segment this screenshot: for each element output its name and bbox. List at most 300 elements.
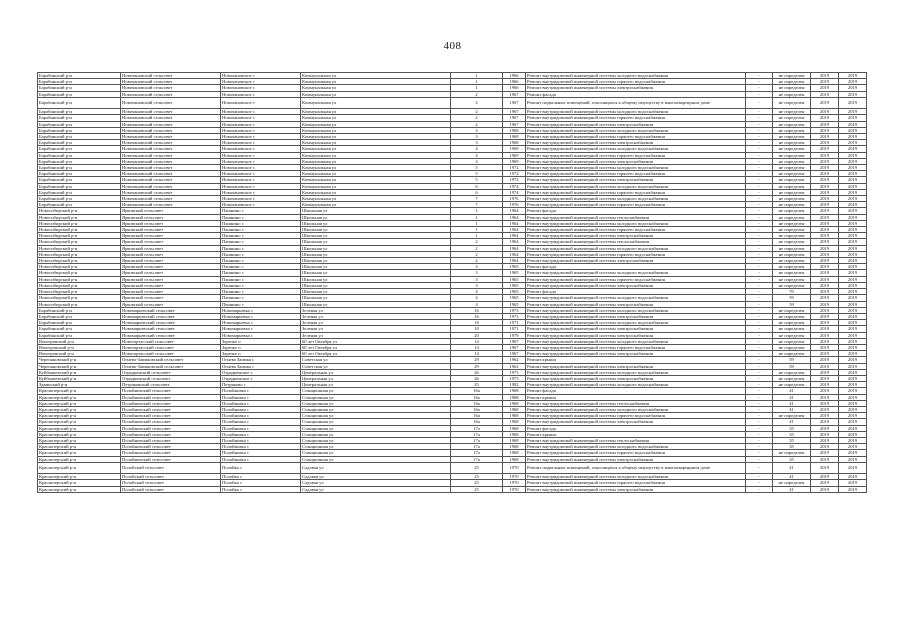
locality-cell: Пашнино с — [221, 233, 301, 239]
district-cell: Барабинский р-н — [38, 97, 121, 108]
cost-cell: не определен — [773, 276, 811, 282]
work-type-cell: Ремонт фасада — [526, 91, 746, 97]
settlement-cell: Полойновский сельсовет — [121, 431, 221, 437]
end-year-cell: 2019 — [839, 375, 867, 381]
build-year-cell: 1976 — [503, 202, 526, 208]
dash-cell: - — [746, 388, 773, 394]
build-year-cell: 1965 — [503, 301, 526, 307]
district-cell: Барабинский р-н — [38, 332, 121, 338]
end-year-cell: 2019 — [839, 456, 867, 462]
dash-cell: - — [746, 115, 773, 121]
locality-cell: Заречье п — [221, 338, 301, 344]
district-cell: Краснозерский р-н — [38, 444, 121, 450]
house-number-cell: 2 — [451, 115, 503, 121]
dash-cell: - — [746, 450, 773, 456]
district-cell: Венгеровский р-н — [38, 338, 121, 344]
district-cell: Краснозерский р-н — [38, 388, 121, 394]
locality-cell: Пашнино с — [221, 214, 301, 220]
build-year-cell: 1972 — [503, 165, 526, 171]
work-type-cell: Ремонт крыши — [526, 394, 746, 400]
work-type-cell: Ремонт внутридомовой инженерной системы теплоснабжения — [526, 239, 746, 245]
start-year-cell: 2019 — [811, 276, 839, 282]
settlement-cell: Полойский сельсовет — [121, 462, 221, 473]
street-cell: Школьная ул — [301, 208, 451, 214]
start-year-cell: 2019 — [811, 344, 839, 350]
locality-cell: Новочановское с — [221, 97, 301, 108]
build-year-cell: 1968 — [503, 400, 526, 406]
build-year-cell: 1964 — [503, 258, 526, 264]
street-cell: Коммунальная ул — [301, 189, 451, 195]
build-year-cell: 1968 — [503, 425, 526, 431]
start-year-cell: 2019 — [811, 189, 839, 195]
work-type-cell: Ремонт внутридомовой инженерной системы холодного водоснабжения — [526, 165, 746, 171]
house-number-cell: 14 — [451, 351, 503, 357]
build-year-cell: 1968 — [503, 437, 526, 443]
dash-cell: - — [746, 338, 773, 344]
street-cell: Коммунальная ул — [301, 121, 451, 127]
start-year-cell: 2019 — [811, 431, 839, 437]
settlement-cell: Полойский сельсовет — [121, 486, 221, 492]
start-year-cell: 2019 — [811, 270, 839, 276]
dash-cell: - — [746, 320, 773, 326]
build-year-cell: 1982 — [503, 382, 526, 388]
work-type-cell: Ремонт внутридомовой инженерной системы горячего водоснабжения — [526, 344, 746, 350]
build-year-cell: 1975 — [503, 369, 526, 375]
build-year-cell: 1975 — [503, 375, 526, 381]
district-cell: Барабинский р-н — [38, 109, 121, 115]
end-year-cell: 2019 — [839, 165, 867, 171]
settlement-cell: Ярковский сельсовет — [121, 245, 221, 251]
dash-cell: - — [746, 425, 773, 431]
cost-cell: не определен — [773, 258, 811, 264]
settlement-cell: Новочановский сельсовет — [121, 189, 221, 195]
cost-cell: не определен — [773, 313, 811, 319]
dash-cell: - — [746, 177, 773, 183]
work-type-cell: Ремонт внутридомовой инженерной системы горячего водоснабжения — [526, 480, 746, 486]
house-number-cell: 5 — [451, 165, 503, 171]
start-year-cell: 2019 — [811, 202, 839, 208]
start-year-cell: 2019 — [811, 177, 839, 183]
district-cell: Новосибирский р-н — [38, 239, 121, 245]
dash-cell: - — [746, 270, 773, 276]
district-cell: Новосибирский р-н — [38, 245, 121, 251]
start-year-cell: 2019 — [811, 351, 839, 357]
start-year-cell: 2019 — [811, 437, 839, 443]
end-year-cell: 2019 — [839, 320, 867, 326]
dash-cell: - — [746, 413, 773, 419]
start-year-cell: 2019 — [811, 85, 839, 91]
locality-cell: Полойновка с — [221, 394, 301, 400]
cost-cell: не определен — [773, 351, 811, 357]
district-cell: Барабинский р-н — [38, 320, 121, 326]
cost-cell: не определен — [773, 134, 811, 140]
build-year-cell: 1967 — [503, 109, 526, 115]
street-cell: Центральная ул — [301, 369, 451, 375]
locality-cell: Полойновка с — [221, 431, 301, 437]
street-cell: Садовая ул — [301, 480, 451, 486]
start-year-cell: 2019 — [811, 158, 839, 164]
locality-cell: Новомарьевка с — [221, 313, 301, 319]
house-number-cell: 7 — [451, 202, 503, 208]
work-type-cell: Ремонт внутридомовой инженерной системы холодного водоснабжения — [526, 307, 746, 313]
work-type-cell: Ремонт внутридомовой инженерной системы электроснабжения — [526, 258, 746, 264]
street-cell: 60 лет Октября ул — [301, 344, 451, 350]
cost-cell: 41 — [773, 474, 811, 480]
settlement-cell: Ярковский сельсовет — [121, 220, 221, 226]
cost-cell: 70 — [773, 289, 811, 295]
dash-cell: - — [746, 462, 773, 473]
street-cell: Садовая ул — [301, 462, 451, 473]
build-year-cell: 1966 — [503, 85, 526, 91]
district-cell: Черепановский р-н — [38, 357, 121, 363]
dash-cell: - — [746, 171, 773, 177]
build-year-cell: 1974 — [503, 183, 526, 189]
work-type-cell: Ремонт внутридомовой инженерной системы горячего водоснабжения — [526, 450, 746, 456]
end-year-cell: 2019 — [839, 258, 867, 264]
build-year-cell: 1968 — [503, 406, 526, 412]
dash-cell: - — [746, 233, 773, 239]
district-cell: Барабинский р-н — [38, 158, 121, 164]
street-cell: Коммунальная ул — [301, 171, 451, 177]
cost-cell: 35 — [773, 431, 811, 437]
street-cell: Станционная ул — [301, 388, 451, 394]
house-number-cell: 4 — [451, 289, 503, 295]
start-year-cell: 2019 — [811, 152, 839, 158]
locality-cell: Новочановское с — [221, 91, 301, 97]
cost-cell: 35 — [773, 456, 811, 462]
build-year-cell: 1965 — [503, 282, 526, 288]
work-type-cell: Ремонт крыши — [526, 357, 746, 363]
settlement-cell: Новочановский сельсовет — [121, 109, 221, 115]
work-type-cell: Ремонт крыши — [526, 431, 746, 437]
build-year-cell: 1962 — [503, 363, 526, 369]
locality-cell: Новочановское с — [221, 73, 301, 79]
end-year-cell: 2019 — [839, 301, 867, 307]
build-year-cell: 1968 — [503, 431, 526, 437]
house-number-cell: 4 — [451, 146, 503, 152]
street-cell: Коммунальная ул — [301, 158, 451, 164]
district-cell: Венгеровский р-н — [38, 351, 121, 357]
street-cell: 60 лет Октября ул — [301, 351, 451, 357]
locality-cell: Новочановское с — [221, 109, 301, 115]
work-type-cell: Ремонт внутридомовой инженерной системы электроснабжения — [526, 121, 746, 127]
cost-cell: не определен — [773, 233, 811, 239]
build-year-cell: 1967 — [503, 115, 526, 121]
end-year-cell: 2019 — [839, 214, 867, 220]
settlement-cell: Ярковский сельсовет — [121, 233, 221, 239]
house-number-cell: 17а — [451, 444, 503, 450]
district-cell: Куйбышевский р-н — [38, 375, 121, 381]
build-year-cell: 1969 — [503, 158, 526, 164]
work-type-cell: Ремонт внутридомовой инженерной системы холодного водоснабжения — [526, 196, 746, 202]
house-number-cell: 2 — [451, 121, 503, 127]
dash-cell: - — [746, 437, 773, 443]
cost-cell: 59 — [773, 301, 811, 307]
locality-cell: Новочановское с — [221, 121, 301, 127]
end-year-cell: 2019 — [839, 91, 867, 97]
dash-cell: - — [746, 264, 773, 270]
street-cell: Коммунальная ул — [301, 109, 451, 115]
house-number-cell: 17а — [451, 431, 503, 437]
district-cell: Новосибирский р-н — [38, 295, 121, 301]
street-cell: Школьная ул — [301, 220, 451, 226]
dash-cell: - — [746, 158, 773, 164]
start-year-cell: 2019 — [811, 220, 839, 226]
cost-cell: 59 — [773, 357, 811, 363]
repair-schedule-table — [37, 72, 867, 493]
house-number-cell: 26 — [451, 369, 503, 375]
end-year-cell: 2019 — [839, 332, 867, 338]
house-number-cell: 4 — [451, 295, 503, 301]
work-type-cell: Ремонт внутридомовой инженерной системы холодного водоснабжения — [526, 369, 746, 375]
settlement-cell: Отрадненский сельсовет — [121, 369, 221, 375]
start-year-cell: 2019 — [811, 183, 839, 189]
dash-cell: - — [746, 127, 773, 133]
cost-cell: не определен — [773, 115, 811, 121]
house-number-cell: 4 — [451, 301, 503, 307]
district-cell: Краснозерский р-н — [38, 474, 121, 480]
end-year-cell: 2019 — [839, 115, 867, 121]
work-type-cell: Ремонт внутридомовой инженерной системы электроснабжения — [526, 486, 746, 492]
district-cell: Барабинский р-н — [38, 189, 121, 195]
work-type-cell: Ремонт внутридомовой инженерной системы горячего водоснабжения — [526, 227, 746, 233]
locality-cell: Новочановское с — [221, 196, 301, 202]
dash-cell: - — [746, 220, 773, 226]
build-year-cell: 1979 — [503, 332, 526, 338]
build-year-cell: 1964 — [503, 208, 526, 214]
cost-cell: не определен — [773, 220, 811, 226]
build-year-cell: 1968 — [503, 456, 526, 462]
dash-cell: - — [746, 307, 773, 313]
settlement-cell: Полойновский сельсовет — [121, 419, 221, 425]
end-year-cell: 2019 — [839, 357, 867, 363]
district-cell: Новосибирский р-н — [38, 251, 121, 257]
district-cell: Барабинский р-н — [38, 152, 121, 158]
settlement-cell: Отрадненский сельсовет — [121, 375, 221, 381]
district-cell: Краснозерский р-н — [38, 394, 121, 400]
locality-cell: Пашнино с — [221, 282, 301, 288]
cost-cell: не определен — [773, 239, 811, 245]
work-type-cell: Ремонт внутридомовой инженерной системы горячего водоснабжения — [526, 202, 746, 208]
street-cell: Зеленая ул — [301, 332, 451, 338]
dash-cell: - — [746, 165, 773, 171]
build-year-cell: 1962 — [503, 357, 526, 363]
start-year-cell: 2019 — [811, 239, 839, 245]
work-type-cell: Ремонт внутридомовой инженерной системы электроснабжения — [526, 140, 746, 146]
settlement-cell: Новочановский сельсовет — [121, 134, 221, 140]
dash-cell: - — [746, 227, 773, 233]
street-cell: Коммунальная ул — [301, 152, 451, 158]
work-type-cell: Ремонт фасада — [526, 289, 746, 295]
locality-cell: Новочановское с — [221, 183, 301, 189]
settlement-cell: Огнево-Заимковский сельсовет — [121, 357, 221, 363]
build-year-cell: 1976 — [503, 196, 526, 202]
house-number-cell: 14 — [451, 344, 503, 350]
locality-cell: Новочановское с — [221, 85, 301, 91]
end-year-cell: 2019 — [839, 388, 867, 394]
street-cell: Школьная ул — [301, 239, 451, 245]
start-year-cell: 2019 — [811, 406, 839, 412]
cost-cell: не определен — [773, 97, 811, 108]
start-year-cell: 2019 — [811, 363, 839, 369]
settlement-cell: Петраковский сельсовет — [121, 382, 221, 388]
locality-cell: Новомарьевка с — [221, 332, 301, 338]
district-cell: Барабинский р-н — [38, 326, 121, 332]
dash-cell: - — [746, 474, 773, 480]
cost-cell: не определен — [773, 270, 811, 276]
settlement-cell: Новочановский сельсовет — [121, 73, 221, 79]
cost-cell: не определен — [773, 177, 811, 183]
cost-cell: не определен — [773, 251, 811, 257]
house-number-cell: 17а — [451, 437, 503, 443]
end-year-cell: 2019 — [839, 351, 867, 357]
dash-cell: - — [746, 134, 773, 140]
locality-cell: Новочановское с — [221, 134, 301, 140]
district-cell: Барабинский р-н — [38, 183, 121, 189]
street-cell: Садовая ул — [301, 486, 451, 492]
locality-cell: Полойновка с — [221, 437, 301, 443]
build-year-cell: 1967 — [503, 344, 526, 350]
start-year-cell: 2019 — [811, 450, 839, 456]
district-cell: Краснозерский р-н — [38, 450, 121, 456]
settlement-cell: Ярковский сельсовет — [121, 301, 221, 307]
cost-cell: не определен — [773, 91, 811, 97]
house-number-cell: 2 — [451, 251, 503, 257]
locality-cell: Отрадненское с — [221, 369, 301, 375]
work-type-cell: Ремонт внутридомовой инженерной системы теплоснабжения — [526, 214, 746, 220]
locality-cell: Полойновка с — [221, 406, 301, 412]
start-year-cell: 2019 — [811, 115, 839, 121]
cost-cell: 35 — [773, 425, 811, 431]
build-year-cell: 1965 — [503, 276, 526, 282]
dash-cell: - — [746, 183, 773, 189]
cost-cell: не определен — [773, 183, 811, 189]
house-number-cell: 26 — [451, 375, 503, 381]
district-cell: Краснозерский р-н — [38, 425, 121, 431]
work-type-cell: Ремонт внутридомовой инженерной системы горячего водоснабжения — [526, 115, 746, 121]
district-cell: Черепановский р-н — [38, 363, 121, 369]
district-cell: Венгеровский р-н — [38, 344, 121, 350]
work-type-cell: Ремонт внутридомовой инженерной системы электроснабжения — [526, 375, 746, 381]
dash-cell: - — [746, 239, 773, 245]
build-year-cell: 1964 — [503, 251, 526, 257]
house-number-cell: 16а — [451, 406, 503, 412]
start-year-cell: 2019 — [811, 480, 839, 486]
settlement-cell: Новотартасский сельсовет — [121, 338, 221, 344]
house-number-cell: 5 — [451, 177, 503, 183]
settlement-cell: Ярковский сельсовет — [121, 282, 221, 288]
street-cell: Коммунальная ул — [301, 202, 451, 208]
district-cell: Краснозерский р-н — [38, 431, 121, 437]
dash-cell: - — [746, 121, 773, 127]
district-cell: Барабинский р-н — [38, 146, 121, 152]
settlement-cell: Новочановский сельсовет — [121, 202, 221, 208]
work-type-cell: Ремонт внутридомовой инженерной системы электроснабжения — [526, 419, 746, 425]
district-cell: Новосибирский р-н — [38, 233, 121, 239]
locality-cell: Новомарьевка с — [221, 307, 301, 313]
locality-cell: Заречье п — [221, 351, 301, 357]
district-cell: Барабинский р-н — [38, 127, 121, 133]
house-number-cell: 25 — [451, 480, 503, 486]
end-year-cell: 2019 — [839, 97, 867, 108]
district-cell: Барабинский р-н — [38, 313, 121, 319]
street-cell: Коммунальная ул — [301, 85, 451, 91]
locality-cell: Новочановское с — [221, 127, 301, 133]
settlement-cell: Ярковский сельсовет — [121, 295, 221, 301]
end-year-cell: 2019 — [839, 289, 867, 295]
settlement-cell: Полойский сельсовет — [121, 474, 221, 480]
street-cell: Школьная ул — [301, 245, 451, 251]
start-year-cell: 2019 — [811, 400, 839, 406]
cost-cell: не определен — [773, 227, 811, 233]
dash-cell: - — [746, 73, 773, 79]
work-type-cell: Ремонт внутридомовой инженерной системы теплоснабжения — [526, 437, 746, 443]
locality-cell: Полойка с — [221, 480, 301, 486]
cost-cell: 35 — [773, 444, 811, 450]
end-year-cell: 2019 — [839, 264, 867, 270]
work-type-cell: Ремонт внутридомовой инженерной системы электроснабжения — [526, 332, 746, 338]
dash-cell: - — [746, 419, 773, 425]
locality-cell: Огнева Заимка с — [221, 363, 301, 369]
end-year-cell: 2019 — [839, 245, 867, 251]
start-year-cell: 2019 — [811, 425, 839, 431]
locality-cell: Полойка с — [221, 486, 301, 492]
cost-cell: не определен — [773, 189, 811, 195]
end-year-cell: 2019 — [839, 189, 867, 195]
settlement-cell: Новочановский сельсовет — [121, 165, 221, 171]
cost-cell: не определен — [773, 127, 811, 133]
end-year-cell: 2019 — [839, 233, 867, 239]
district-cell: Барабинский р-н — [38, 115, 121, 121]
start-year-cell: 2019 — [811, 134, 839, 140]
district-cell: Краснозерский р-н — [38, 413, 121, 419]
build-year-cell: 1968 — [503, 388, 526, 394]
end-year-cell: 2019 — [839, 413, 867, 419]
house-number-cell: 18 — [451, 326, 503, 332]
end-year-cell: 2019 — [839, 382, 867, 388]
dash-cell: - — [746, 382, 773, 388]
house-number-cell: 3 — [451, 134, 503, 140]
work-type-cell: Ремонт внутридомовой инженерной системы горячего водоснабжения — [526, 276, 746, 282]
locality-cell: Новочановское с — [221, 152, 301, 158]
settlement-cell: Ярковский сельсовет — [121, 270, 221, 276]
cost-cell: 41 — [773, 394, 811, 400]
locality-cell: Полойновка с — [221, 456, 301, 462]
cost-cell: не определен — [773, 326, 811, 332]
start-year-cell: 2019 — [811, 332, 839, 338]
build-year-cell: 1970 — [503, 474, 526, 480]
street-cell: Станционная ул — [301, 450, 451, 456]
house-number-cell: 2 — [451, 97, 503, 108]
work-type-cell: Ремонт внутридомовой инженерной системы холодного водоснабжения — [526, 474, 746, 480]
locality-cell: Полойновка с — [221, 388, 301, 394]
cost-cell: не определен — [773, 208, 811, 214]
street-cell: Школьная ул — [301, 251, 451, 257]
start-year-cell: 2019 — [811, 146, 839, 152]
settlement-cell: Полойновский сельсовет — [121, 450, 221, 456]
end-year-cell: 2019 — [839, 220, 867, 226]
build-year-cell: 1965 — [503, 289, 526, 295]
work-type-cell: Ремонт внутридомовой инженерной системы горячего водоснабжения — [526, 79, 746, 85]
build-year-cell: 1973 — [503, 313, 526, 319]
locality-cell: Новочановское с — [221, 140, 301, 146]
end-year-cell: 2019 — [839, 79, 867, 85]
locality-cell: Новочановское с — [221, 79, 301, 85]
cost-cell: не определен — [773, 282, 811, 288]
locality-cell: Огнева Заимка с — [221, 357, 301, 363]
end-year-cell: 2019 — [839, 431, 867, 437]
start-year-cell: 2019 — [811, 413, 839, 419]
